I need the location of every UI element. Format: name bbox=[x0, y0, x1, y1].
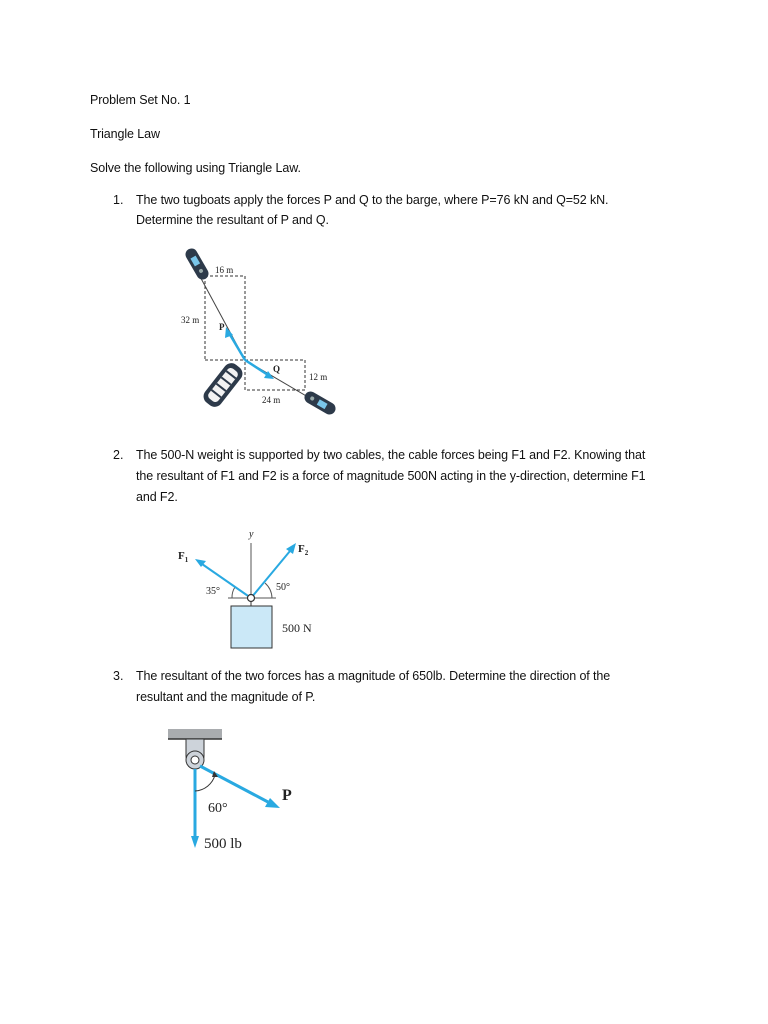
force-p-arrowhead bbox=[265, 798, 280, 808]
problem-1-number: 1. bbox=[113, 193, 124, 207]
force-q-label: Q bbox=[273, 364, 281, 374]
problem-2-number: 2. bbox=[113, 448, 124, 462]
force-500lb-arrowhead bbox=[191, 836, 199, 848]
angle-label: 60° bbox=[208, 801, 228, 816]
weight-label: 500 N bbox=[282, 621, 312, 635]
weight-cable-figure bbox=[170, 520, 340, 655]
y-axis-label: y bbox=[249, 529, 254, 540]
f2-arrowhead bbox=[286, 543, 296, 554]
angle-right-label: 50° bbox=[276, 582, 290, 593]
angle-arc-left bbox=[232, 587, 235, 598]
page-title: Problem Set No. 1 bbox=[90, 93, 191, 107]
section-title: Triangle Law bbox=[90, 127, 160, 141]
problem-2-line-3: and F2. bbox=[136, 490, 178, 504]
problem-3-number: 3. bbox=[113, 669, 124, 683]
tugboat-top-icon bbox=[183, 246, 210, 281]
pulley-force-figure bbox=[160, 720, 310, 860]
problem-2-line-1: The 500-N weight is supported by two cables, the cable forces being F1 and F2. Knowing that bbox=[136, 448, 646, 462]
dim-16-label: 16 m bbox=[215, 265, 234, 275]
angle-arc-right bbox=[265, 583, 272, 598]
problem-1-line-1: The two tugboats apply the forces P and Q to the barge, where P=76 kN and Q=52 kN. bbox=[136, 193, 609, 207]
dim-12-label: 12 m bbox=[309, 372, 328, 382]
force-p-label: P bbox=[219, 322, 225, 332]
force-p-arrow bbox=[229, 333, 245, 360]
weight-box bbox=[231, 606, 272, 648]
tugboat-figure bbox=[170, 240, 360, 420]
barge-icon bbox=[200, 360, 245, 410]
weight-label: 500 lb bbox=[204, 836, 242, 852]
ceiling-support bbox=[168, 729, 222, 739]
problem-3-line-1: The resultant of the two forces has a magnitude of 650lb. Determine the direction of the bbox=[136, 669, 611, 683]
force-p-label: P bbox=[282, 787, 292, 804]
attachment-ring bbox=[248, 595, 255, 602]
problem-1-line-2: Determine the resultant of P and Q. bbox=[136, 213, 329, 227]
eye-bolt-hole bbox=[191, 756, 199, 764]
dim-24-label: 24 m bbox=[262, 395, 281, 405]
problem-2-line-2: the resultant of F1 and F2 is a force of magnitude 500N acting in the y-direction, determine F1 bbox=[136, 469, 646, 483]
f1-label: $F_1$ bbox=[178, 550, 189, 564]
tugboat-right-icon bbox=[302, 389, 337, 416]
problem-3-line-2: resultant and the magnitude of P. bbox=[136, 690, 316, 704]
f2-label: $F_2$ bbox=[298, 543, 309, 557]
dim-32-label: 32 m bbox=[181, 315, 200, 325]
force-q-arrow bbox=[245, 360, 268, 375]
angle-left-label: 35° bbox=[206, 586, 220, 597]
angle-arc bbox=[195, 775, 215, 791]
instruction-text: Solve the following using Triangle Law. bbox=[90, 161, 301, 175]
